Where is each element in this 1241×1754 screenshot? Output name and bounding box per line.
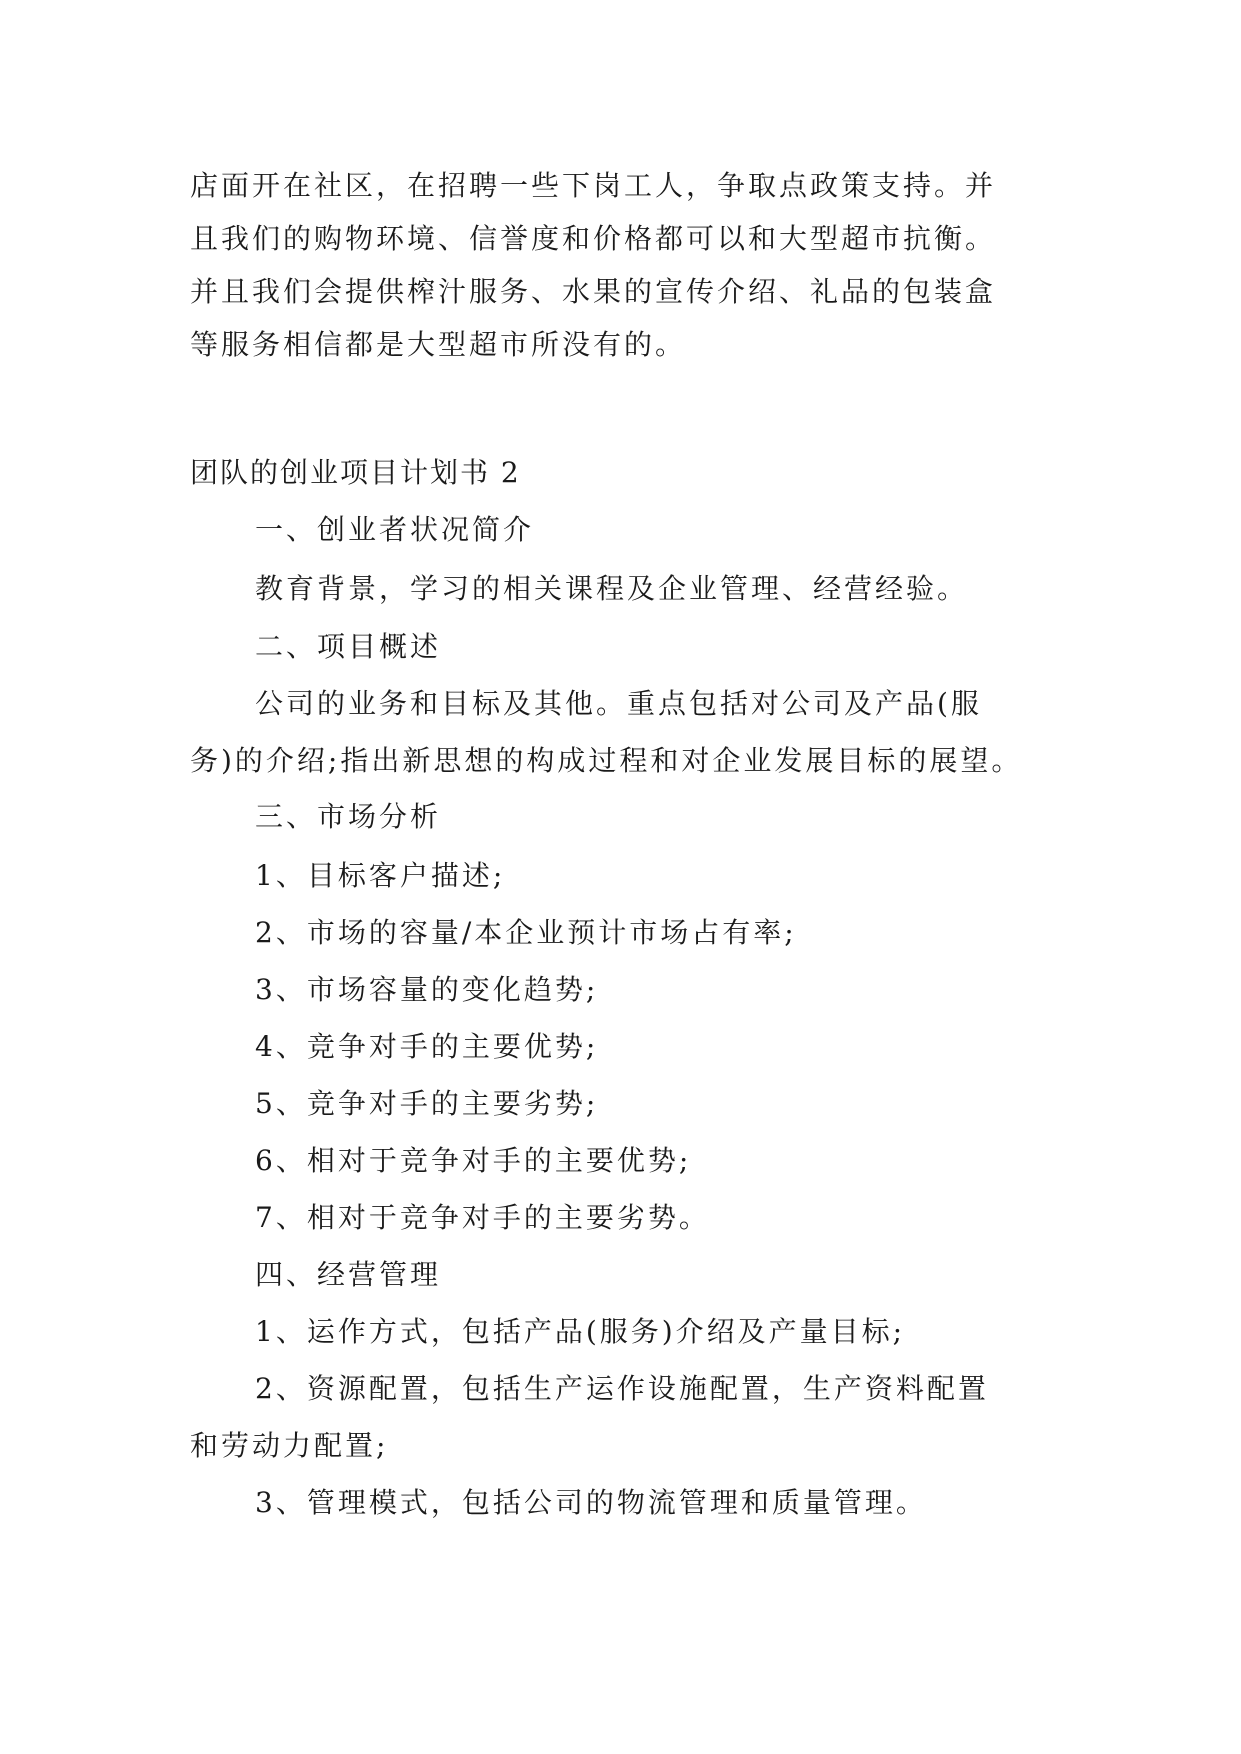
intro-paragraph-line: 店面开在社区，在招聘一些下岗工人，争取点政策支持。并 <box>190 169 997 202</box>
list-item: 6、相对于竞争对手的主要优势; <box>255 1144 692 1177</box>
list-item: 1、目标客户描述; <box>255 859 506 892</box>
list-item-line: 和劳动力配置; <box>190 1429 389 1462</box>
intro-paragraph-line: 并且我们会提供榨汁服务、水果的宣传介绍、礼品的包装盒 <box>190 275 997 308</box>
list-item: 2、市场的容量/本企业预计市场占有率; <box>255 916 797 949</box>
section-body: 教育背景，学习的相关课程及企业管理、经营经验。 <box>255 572 969 605</box>
list-item: 3、市场容量的变化趋势; <box>255 973 599 1006</box>
document-title: 团队的创业项目计划书 2 <box>190 456 521 489</box>
list-item: 7、相对于竞争对手的主要劣势。 <box>255 1201 710 1234</box>
intro-paragraph-line: 且我们的购物环境、信誉度和价格都可以和大型超市抗衡。 <box>190 222 997 255</box>
section-heading: 三、市场分析 <box>255 800 442 833</box>
section-heading: 四、经营管理 <box>255 1258 442 1291</box>
list-item: 5、竞争对手的主要劣势; <box>255 1087 599 1120</box>
list-item: 4、竞争对手的主要优势; <box>255 1030 599 1063</box>
section-body-line: 务)的介绍;指出新思想的构成过程和对企业发展目标的展望。 <box>190 744 1023 777</box>
section-heading: 一、创业者状况简介 <box>255 513 535 546</box>
list-item: 3、管理模式，包括公司的物流管理和质量管理。 <box>255 1486 927 1519</box>
list-item-line: 2、资源配置，包括生产运作设施配置，生产资料配置 <box>255 1372 989 1405</box>
section-body-line: 公司的业务和目标及其他。重点包括对公司及产品(服 <box>255 687 982 720</box>
intro-paragraph-line: 等服务相信都是大型超市所没有的。 <box>190 328 687 361</box>
section-heading: 二、项目概述 <box>255 630 442 663</box>
list-item: 1、运作方式，包括产品(服务)介绍及产量目标; <box>255 1315 906 1348</box>
